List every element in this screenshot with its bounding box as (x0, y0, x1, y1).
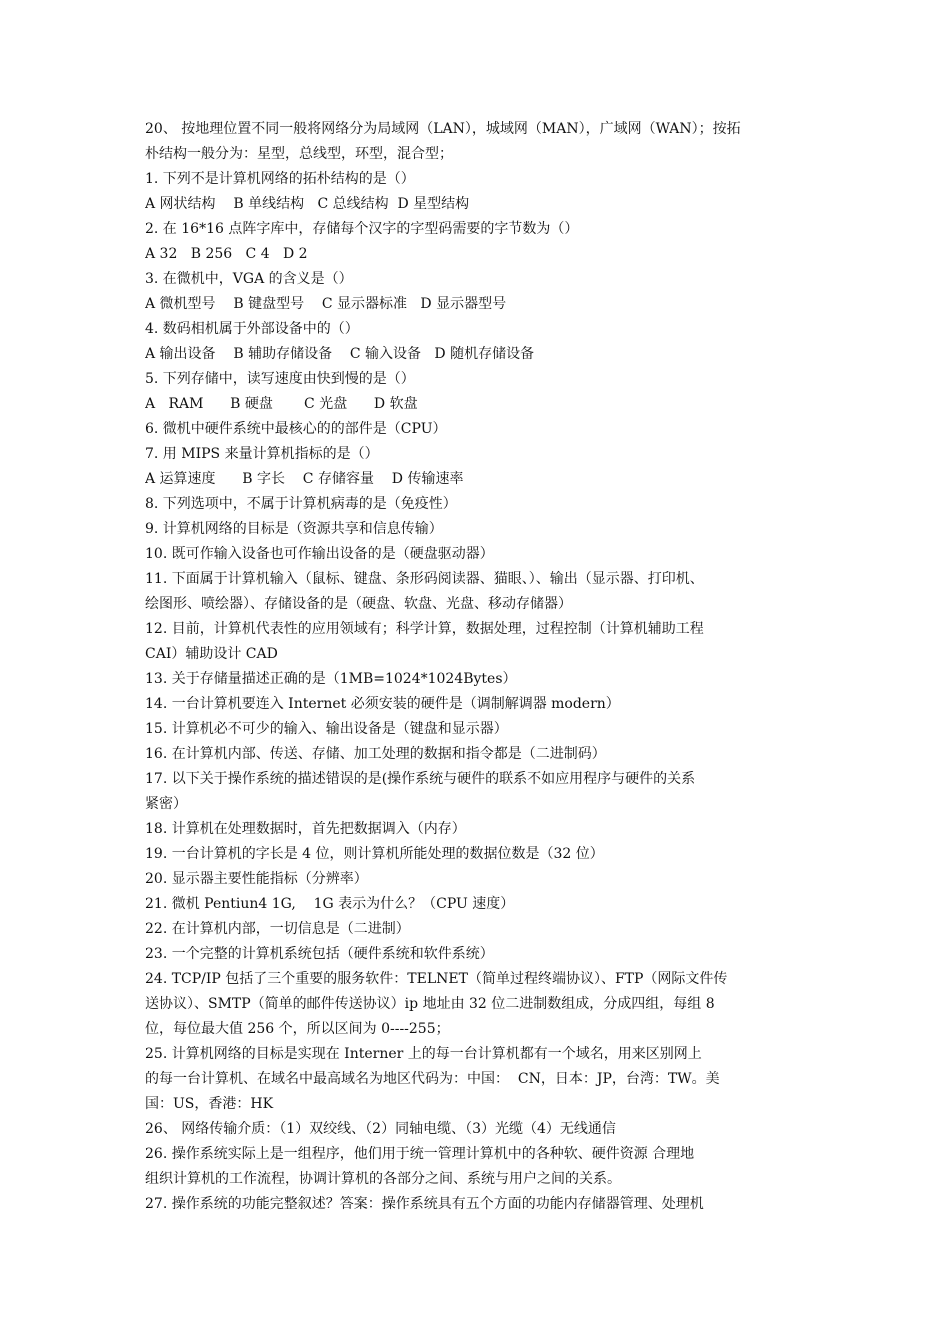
text-line: 20、 按地理位置不同一般将网络分为局域网（LAN），城域网（MAN），广域网（WAN）；按拓 (145, 121, 741, 137)
text-line: 26、 网络传输介质：（1）双绞线、（2）同轴电缆、（3）光缆（4）无线通信 (145, 1121, 616, 1137)
text-line: 8. 下列选项中，不属于计算机病毒的是（免疫性） (145, 496, 457, 512)
text-line: 国：US，香港：HK (145, 1096, 274, 1112)
text-line: 绘图形、喷绘器）、存储设备的是（硬盘、软盘、光盘、移动存储器） (145, 596, 572, 612)
text-line: 20. 显示器主要性能指标（分辨率） (145, 871, 368, 887)
text-line: 组织计算机的工作流程，协调计算机的各部分之间、系统与用户之间的关系。 (145, 1171, 621, 1187)
text-line: 10. 既可作输入设备也可作输出设备的是（硬盘驱动器） (145, 546, 494, 562)
text-line: 18. 计算机在处理数据时，首先把数据调入（内存） (145, 821, 466, 837)
text-line: 15. 计算机必不可少的输入、输出设备是（键盘和显示器） (145, 721, 508, 737)
text-line: 紧密） (145, 796, 187, 812)
text-line: 送协议）、SMTP（简单的邮件传送协议）ip 地址由 32 位二进制数组成，分成四组，每组 8 (145, 996, 715, 1012)
document-body (145, 117, 813, 1217)
text-line: A RAM B 硬盘 C 光盘 D 软盘 (145, 396, 418, 412)
text-line: 朴结构一般分为：星型，总线型，环型，混合型； (145, 146, 453, 162)
text-line: A 运算速度 B 字长 C 存储容量 D 传输速率 (145, 471, 464, 487)
text-line: A 32 B 256 C 4 D 2 (145, 246, 308, 262)
text-line: 的每一台计算机、在域名中最高域名为地区代码为：中国： CN，日本：JP，台湾：TW。美 (145, 1071, 720, 1087)
text-line: 13. 关于存储量描述正确的是（1MB=1024*1024Bytes） (145, 671, 517, 687)
text-line: 16. 在计算机内部、传送、存储、加工处理的数据和指令都是（二进制码） (145, 746, 606, 762)
text-line: 9. 计算机网络的目标是（资源共享和信息传输） (145, 521, 443, 537)
text-line: 2. 在 16*16 点阵字库中，存储每个汉字的字型码需要的字节数为（） (145, 221, 579, 237)
text-line: CAI）辅助设计 CAD (145, 646, 278, 662)
text-line: 24. TCP/IP 包括了三个重要的服务软件：TELNET（简单过程终端协议）、FTP（网际文件传 (145, 971, 728, 987)
text-line: 14. 一台计算机要连入 Internet 必须安装的硬件是（调制解调器 modern） (145, 696, 620, 712)
text-line: 21. 微机 Pentiun4 1G, 1G 表示为什么？（CPU 速度） (145, 896, 515, 912)
text-line: 1. 下列不是计算机网络的拓朴结构的是（） (145, 171, 415, 187)
text-line: 23. 一个完整的计算机系统包括（硬件系统和软件系统） (145, 946, 494, 962)
text-line: 位，每位最大值 256 个，所以区间为 0----255； (145, 1021, 450, 1037)
text-line: 12. 目前，计算机代表性的应用领域有；科学计算，数据处理，过程控制（计算机辅助工程 (145, 621, 704, 637)
text-line: A 网状结构 B 单线结构 C 总线结构 D 星型结构 (145, 196, 470, 212)
text-line: 25. 计算机网络的目标是实现在 Interner 上的每一台计算机都有一个域名，用来区别网上 (145, 1046, 702, 1062)
text-line: 26. 操作系统实际上是一组程序，他们用于统一管理计算机中的各种软、硬件资源 合理地 (145, 1146, 695, 1162)
text-line: 5. 下列存储中，读写速度由快到慢的是（） (145, 371, 415, 387)
text-line: 17. 以下关于操作系统的描述错误的是(操作系统与硬件的联系不如应用程序与硬件的关系 (145, 771, 696, 787)
text-line: 22. 在计算机内部，一切信息是（二进制） (145, 921, 410, 937)
text-line: 3. 在微机中，VGA 的含义是（） (145, 271, 353, 287)
text-line: 19. 一台计算机的字长是 4 位，则计算机所能处理的数据位数是（32 位） (145, 846, 604, 862)
text-line: 6. 微机中硬件系统中最核心的的部件是（CPU） (145, 421, 447, 437)
text-line: 7. 用 MIPS 来量计算机指标的是（） (145, 446, 379, 462)
text-line: 27. 操作系统的功能完整叙述？答案：操作系统具有五个方面的功能内存储器管理、处理机 (145, 1196, 704, 1212)
text-line: 4. 数码相机属于外部设备中的（） (145, 321, 359, 337)
text-line: A 输出设备 B 辅助存储设备 C 输入设备 D 随机存储设备 (145, 346, 535, 362)
text-line: 11. 下面属于计算机输入（鼠标、键盘、条形码阅读器、猫眼、）、输出（显示器、打印机、 (145, 571, 704, 587)
text-line: A 微机型号 B 键盘型号 C 显示器标准 D 显示器型号 (145, 296, 507, 312)
